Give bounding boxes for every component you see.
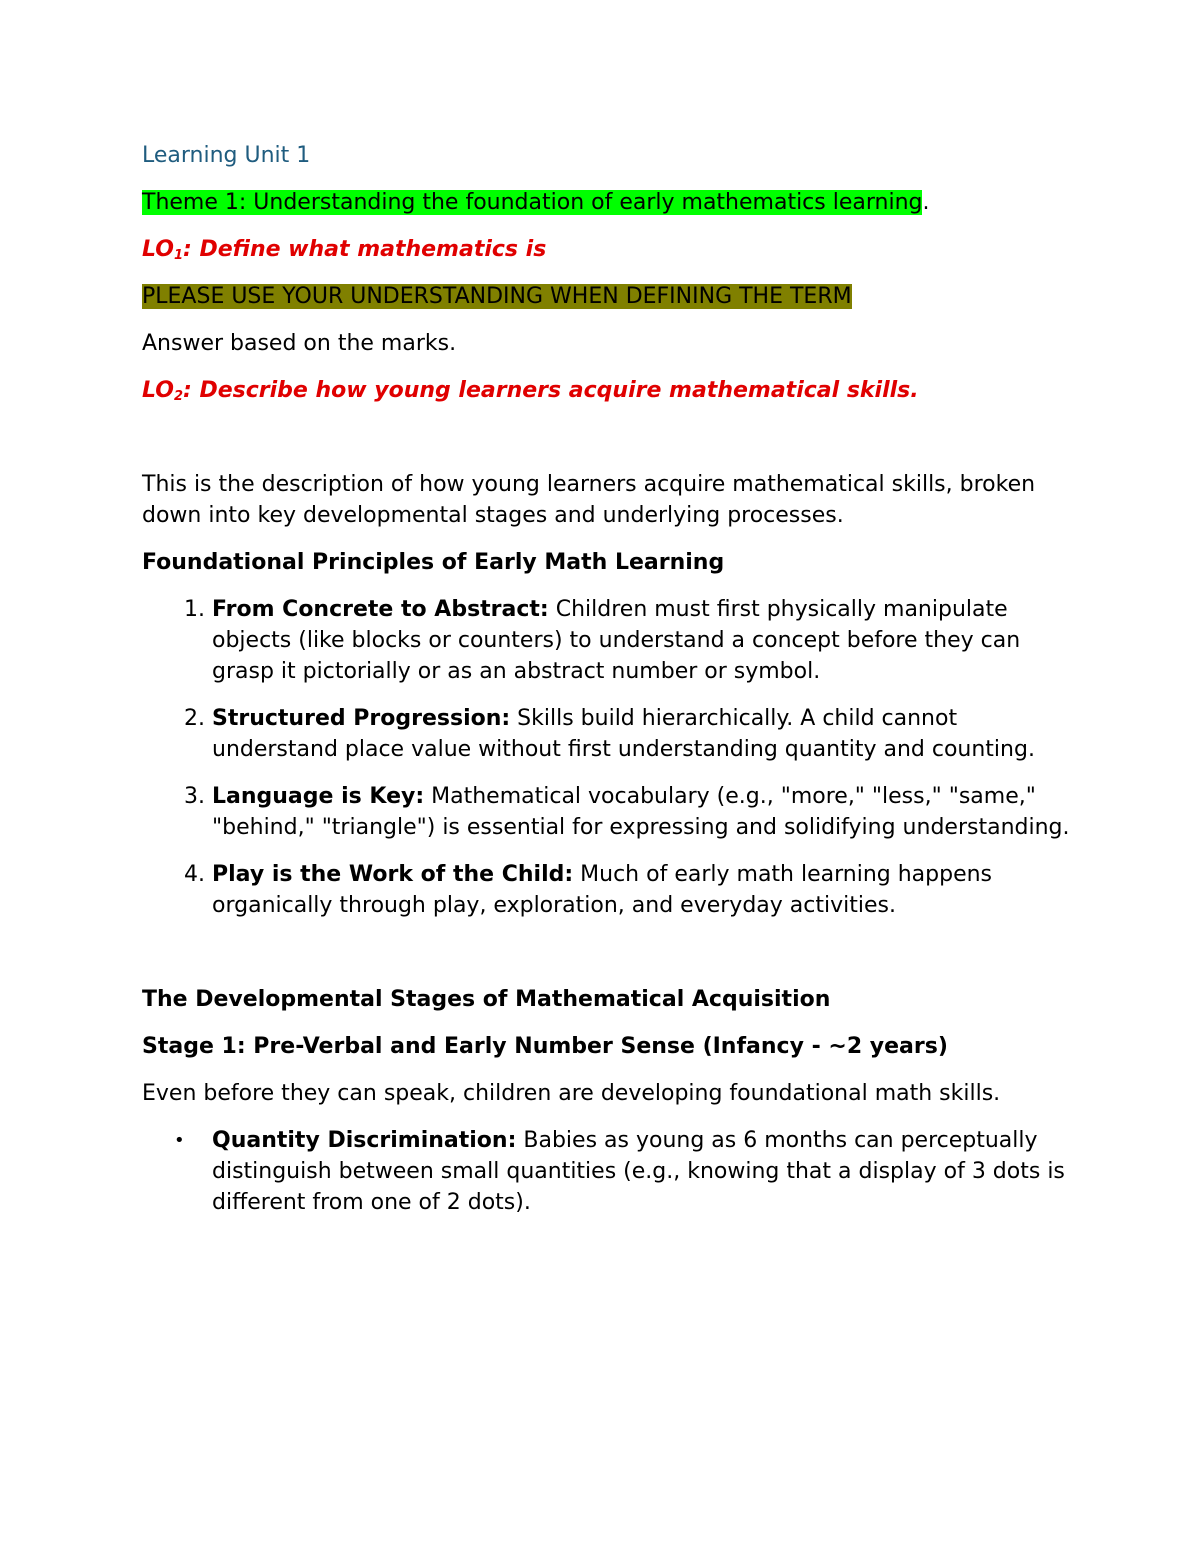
theme-line xyxy=(142,187,1072,218)
stage-1-bullet-list xyxy=(142,1125,1072,1218)
principle-item xyxy=(212,859,1072,921)
notice-highlighted-text: PLEASE USE YOUR UNDERSTANDING WHEN DEFINING THE TERM xyxy=(142,284,852,309)
skill-term: Quantity Discrimination: xyxy=(212,1128,517,1153)
principle-text: Mathematical vocabulary (e.g., "more," "less," "same," "behind," "triangle") is essential for expressing and solidifying understanding. xyxy=(212,784,1070,840)
learning-outcome-1 xyxy=(142,234,1072,265)
learning-outcome-2 xyxy=(142,375,1072,406)
principle-term: From Concrete to Abstract: xyxy=(212,597,549,622)
answer-note: Answer based on the marks. xyxy=(142,331,457,356)
description-paragraph: This is the description of how young learners acquire mathematical skills, broken down into key developmental stages and underlying processes. xyxy=(142,472,1036,528)
stages-heading: The Developmental Stages of Mathematical Acquisition xyxy=(142,987,831,1012)
learning-unit-title: Learning Unit 1 xyxy=(142,143,311,168)
principle-text: Skills build hierarchically. A child cannot understand place value without first understanding quantity and counting. xyxy=(212,706,1035,762)
principle-item xyxy=(212,594,1072,687)
stage-1-heading: Stage 1: Pre-Verbal and Early Number Sense (Infancy - ~2 years) xyxy=(142,1034,948,1059)
lo1-prefix: LO xyxy=(142,237,174,262)
principles-heading: Foundational Principles of Early Math Learning xyxy=(142,550,725,575)
theme-trailing-period: . xyxy=(922,190,930,215)
document-page xyxy=(142,140,1072,1218)
lo2-text: : Describe how young learners acquire mathematical skills. xyxy=(182,378,919,403)
principle-term: Structured Progression: xyxy=(212,706,511,731)
bullet-icon: • xyxy=(174,1130,185,1151)
lo1-subscript: 1 xyxy=(173,248,183,263)
list-item xyxy=(174,1125,1072,1218)
stage-1-intro: Even before they can speak, children are developing foundational math skills. xyxy=(142,1081,1001,1106)
principles-list xyxy=(142,594,1072,921)
principle-term: Language is Key: xyxy=(212,784,425,809)
notice-line xyxy=(142,281,1072,312)
skill-text: Babies as young as 6 months can perceptually distinguish between small quantities (e.g., knowing that a display of 3 dots is different from one of 2 dots). xyxy=(212,1128,1065,1215)
principle-item xyxy=(212,703,1072,765)
lo2-prefix: LO xyxy=(142,378,174,403)
principle-text: Much of early math learning happens organically through play, exploration, and everyday activities. xyxy=(212,862,993,918)
theme-highlighted-text: Theme 1: Understanding the foundation of early mathematics learning xyxy=(142,190,923,215)
lo2-subscript: 2 xyxy=(173,389,183,404)
principle-item xyxy=(212,781,1072,843)
principle-term: Play is the Work of the Child: xyxy=(212,862,574,887)
principle-text: Children must first physically manipulate objects (like blocks or counters) to understand a concept before they can grasp it pictorially or as an abstract number or symbol. xyxy=(212,597,1021,684)
lo1-text: : Define what mathematics is xyxy=(182,237,547,262)
